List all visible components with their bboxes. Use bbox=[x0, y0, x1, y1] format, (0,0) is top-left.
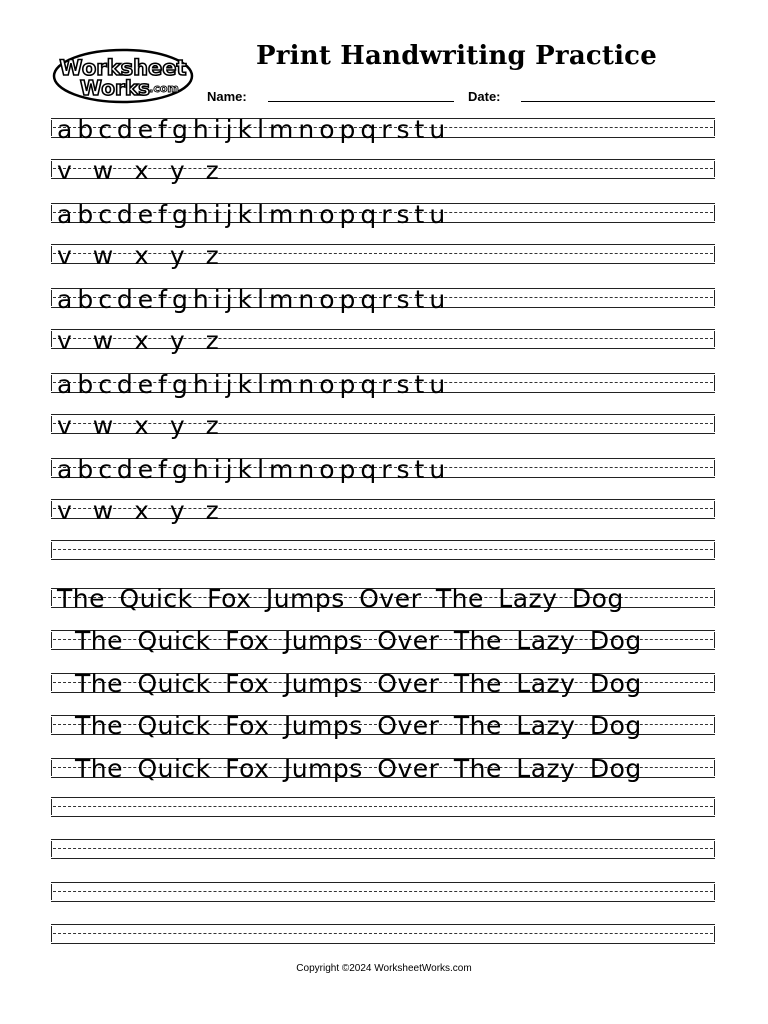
alphabet-text: abcdefghijklmnopqrstu bbox=[57, 285, 451, 314]
blank-writing-row bbox=[51, 839, 715, 859]
logo-word-bottom: Works bbox=[79, 76, 151, 100]
alphabet-text: abcdefghijklmnopqrstu bbox=[57, 455, 451, 484]
alphabet-text: abcdefghijklmnopqrstu bbox=[57, 200, 451, 229]
name-label: Name: bbox=[207, 89, 247, 104]
blank-writing-row bbox=[51, 540, 715, 560]
sentence-row-1 bbox=[51, 584, 715, 613]
dashed-midline bbox=[53, 891, 713, 892]
alphabet-tail-text: v w x y z bbox=[57, 156, 221, 185]
logo-word-top: Worksheet bbox=[59, 56, 187, 80]
sentence-text: The Quick Fox Jumps Over The Lazy Dog bbox=[75, 626, 642, 655]
sentence-text: The Quick Fox Jumps Over The Lazy Dog bbox=[75, 711, 642, 740]
alphabet-row-3 bbox=[51, 285, 715, 314]
alphabet-tail-row-5 bbox=[51, 496, 715, 525]
dashed-midline bbox=[53, 933, 713, 934]
sentence-row-4 bbox=[51, 711, 715, 740]
logo-suffix: .com bbox=[149, 82, 179, 95]
sentence-row-2 bbox=[51, 626, 715, 655]
alphabet-tail-text: v w x y z bbox=[57, 326, 221, 355]
blank-writing-row bbox=[51, 797, 715, 817]
alphabet-text: abcdefghijklmnopqrstu bbox=[57, 370, 451, 399]
sentence-text: The Quick Fox Jumps Over The Lazy Dog bbox=[75, 669, 642, 698]
blank-writing-row bbox=[51, 882, 715, 902]
alphabet-row-2 bbox=[51, 200, 715, 229]
alphabet-tail-row-2 bbox=[51, 241, 715, 270]
alphabet-tail-row-1 bbox=[51, 156, 715, 185]
dashed-midline bbox=[53, 549, 713, 550]
copyright-footer: Copyright ©2024 WorksheetWorks.com bbox=[296, 963, 472, 974]
sentence-row-5 bbox=[51, 754, 715, 783]
alphabet-tail-row-4 bbox=[51, 411, 715, 440]
alphabet-tail-text: v w x y z bbox=[57, 241, 221, 270]
dashed-midline bbox=[53, 806, 713, 807]
sentence-text: The Quick Fox Jumps Over The Lazy Dog bbox=[57, 584, 624, 613]
sentence-text: The Quick Fox Jumps Over The Lazy Dog bbox=[75, 754, 642, 783]
alphabet-row-4 bbox=[51, 370, 715, 399]
date-label: Date: bbox=[468, 89, 501, 104]
alphabet-tail-text: v w x y z bbox=[57, 411, 221, 440]
alphabet-tail-row-3 bbox=[51, 326, 715, 355]
blank-writing-row bbox=[51, 924, 715, 944]
sentence-row-3 bbox=[51, 669, 715, 698]
page-title: Print Handwriting Practice bbox=[256, 41, 657, 71]
alphabet-row-1 bbox=[51, 115, 715, 144]
alphabet-text: abcdefghijklmnopqrstu bbox=[57, 115, 451, 144]
alphabet-row-5 bbox=[51, 455, 715, 484]
alphabet-tail-text: v w x y z bbox=[57, 496, 221, 525]
dashed-midline bbox=[53, 848, 713, 849]
